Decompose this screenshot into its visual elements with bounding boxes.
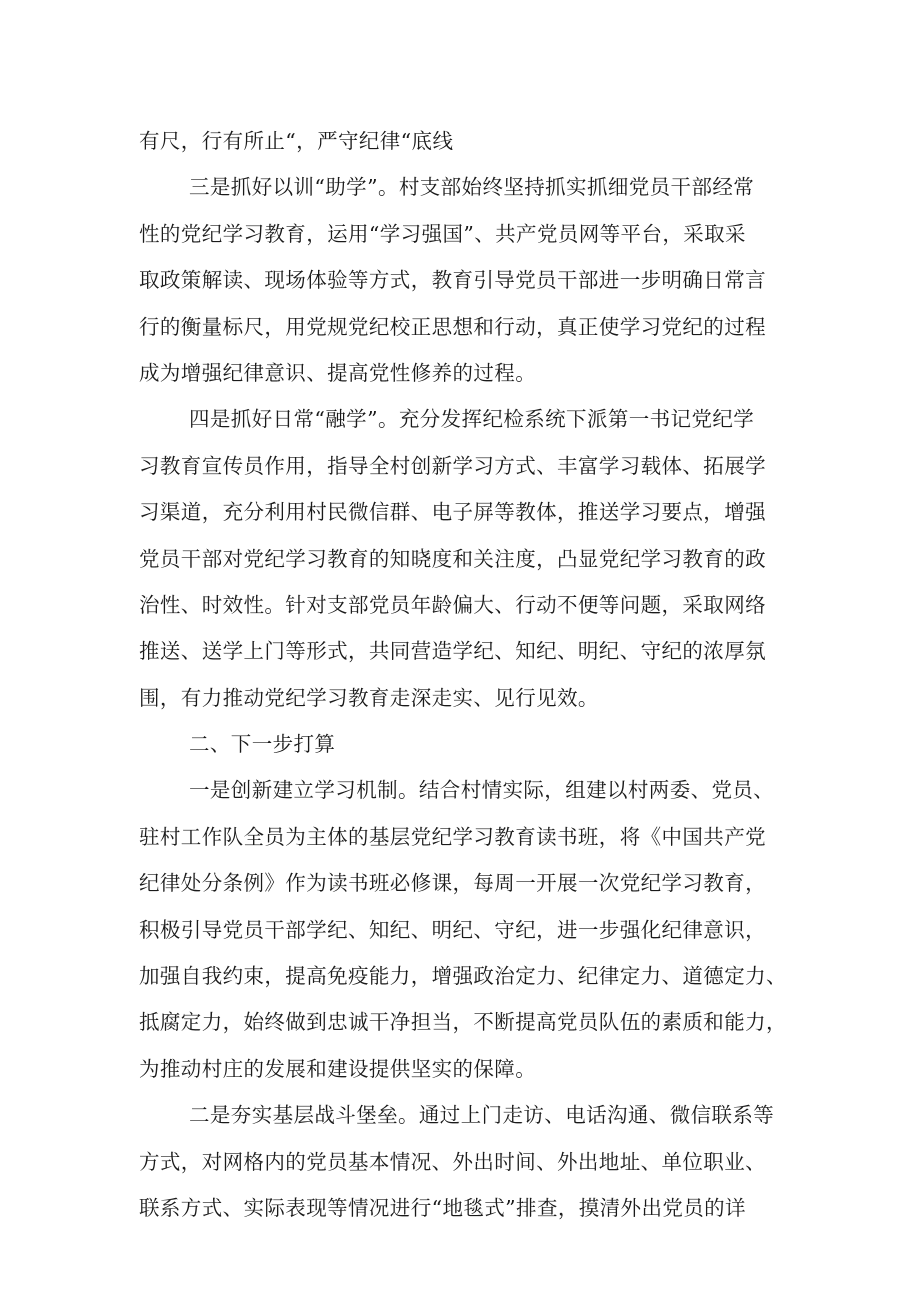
document-body xyxy=(139,118,787,1231)
text-line: 积极引导党员干部学纪、知纪、明纪、守纪，进一步强化纪律意识， xyxy=(139,917,766,942)
text-line: 治性、时效性。针对支部党员年龄偏大、行动不便等问题，采取网络 xyxy=(139,592,766,617)
text-line: 成为增强纪律意识、提高党性修养的过程。 xyxy=(139,360,537,385)
text-line: 加强自我约束，提高免疫能力，增强政治定力、纪律定力、道德定力、 xyxy=(139,964,787,989)
paragraph-start-line: 二是夯实基层战斗堡垒。通过上门走访、电话沟通、微信联系等 xyxy=(189,1103,775,1128)
text-line: 方式，对网格内的党员基本情况、外出时间、外出地址、单位职业、 xyxy=(139,1149,766,1174)
text-line: 抵腐定力，始终做到忠诚干净担当，不断提高党员队伍的素质和能力， xyxy=(139,1010,787,1035)
text-line: 性的党纪学习教育，运用“学习强国”、共产党员网等平台，采取采 xyxy=(139,221,746,246)
paragraph-start-line: 四是抓好日常“融学”。充分发挥纪检系统下派第一书记党纪学 xyxy=(189,407,755,432)
text-line: 行的衡量标尺，用党规党纪校正思想和行动，真正使学习党纪的过程 xyxy=(139,314,766,339)
text-line: 习渠道，充分利用村民微信群、电子屏等教体，推送学习要点，增强 xyxy=(139,500,766,525)
text-line: 推送、送学上门等形式，共同营造学纪、知纪、明纪、守纪的浓厚氛 xyxy=(139,639,766,664)
text-line: 党员干部对党纪学习教育的知晓度和关注度，凸显党纪学习教育的政 xyxy=(139,546,766,571)
text-line: 纪律处分条例》作为读书班必修课，每周一开展一次党纪学习教育， xyxy=(139,871,766,896)
text-line: 习教育宣传员作用，指导全村创新学习方式、丰富学习载体、拓展学 xyxy=(139,453,766,478)
text-line: 取政策解读、现场体验等方式，教育引导党员干部进一步明确日常言 xyxy=(139,268,766,293)
section-heading: 二、下一步打算 xyxy=(189,732,336,757)
text-line: 联系方式、实际表现等情况进行“地毯式”排查，摸清外出党员的详 xyxy=(139,1195,746,1220)
text-line: 有尺，行有所止“，严守纪律“底线 xyxy=(139,129,454,153)
text-line: 为推动村庄的发展和建设提供坚实的保障。 xyxy=(139,1056,537,1081)
paragraph-start-line: 三是抓好以训“助学”。村支部始终坚持抓实抓细党员干部经常 xyxy=(189,175,755,200)
paragraph-start-line: 一是创新建立学习机制。结合村情实际，组建以村两委、党员、 xyxy=(189,778,775,803)
text-line: 驻村工作队全员为主体的基层党纪学习教育读书班，将《中国共产党 xyxy=(139,824,766,849)
text-line: 围，有力推动党纪学习教育走深走实、见行见效。 xyxy=(139,685,599,710)
